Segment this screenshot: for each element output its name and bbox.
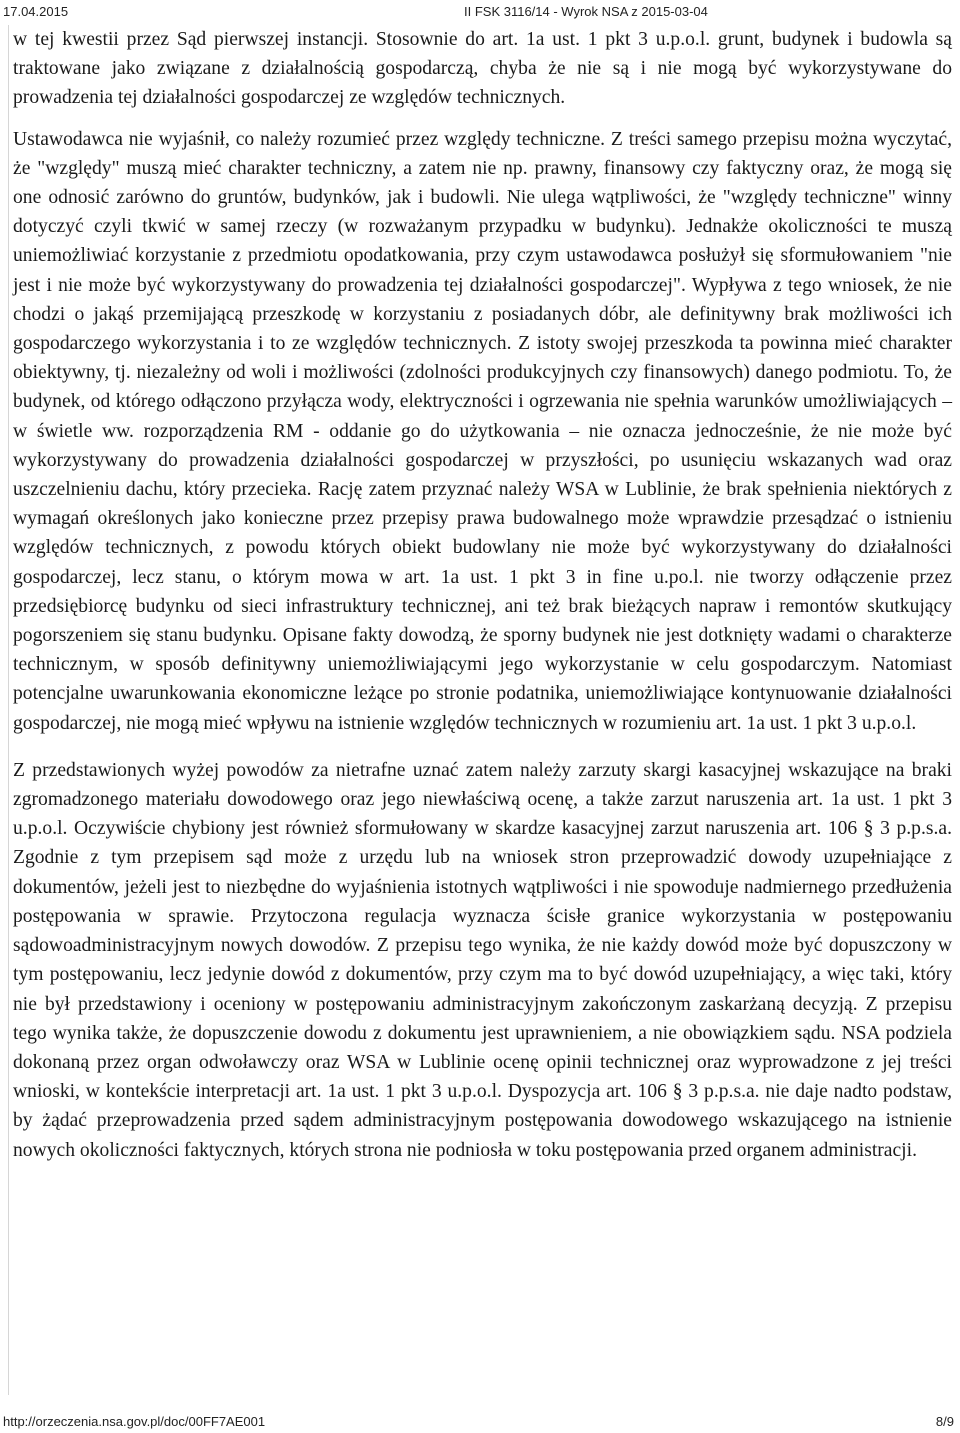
document-title: II FSK 3116/14 - Wyrok NSA z 2015-03-04 xyxy=(464,4,708,19)
source-url: http://orzeczenia.nsa.gov.pl/doc/00FF7AE001 xyxy=(3,1414,266,1429)
print-date: 17.04.2015 xyxy=(3,4,69,19)
print-header xyxy=(0,0,960,22)
print-footer xyxy=(0,1412,960,1430)
judgment-text xyxy=(8,25,952,1395)
paragraph-technical-reasons-analysis: Ustawodawca nie wyjaśnił, co należy rozumieć przez względy techniczne. Z treści samego przepisu można wyczytać, że "względy" muszą mieć charakter techniczny, a zatem nie np. prawny, finansowy czy faktyczny oraz, że mogą się one odnosić zarówno do gruntów, budynków, jak i budowli. Nie ulega wątpliwości, że "względy techniczne" winny dotyczyć czyli tkwić w samej rzeczy (w rozważanym przypadku w budynku). Jednakże okoliczności te muszą uniemożliwiać korzystanie z przedmiotu opodatkowania, przy czym ustawodawca posłużył się sformułowaniem "nie jest i nie może być wykorzystywany do prowadzenia tej działalności gospodarczej". Wypływa z tego wniosek, że nie chodzi o jakąś przemijającą przeszkodę w korzystaniu z posiadanych dóbr, ale definitywny brak możliwości ich gospodarczego wykorzystania i to ze względów technicznych. Z istoty swojej przeszkoda ta powinna mieć charakter obiektywny, tj. niezależny od woli i możliwości (zdolności produkcyjnych czy finansowych) danego podmiotu. To, że budynek, od którego odłączono przyłącza wody, elektryczności i ogrzewania nie spełnia warunków umożliwiających – w świetle ww. rozporządzenia RM - oddanie go do użytkowania – nie oznacza jednocześnie, że nie może być wykorzystywany do prowadzenia działalności gospodarczej w przyszłości, po usunięciu wskazanych wad oraz uszczelnieniu dachu, który przecieka. Rację zatem przyznać należy WSA w Lublinie, że brak spełnienia niektórych z wymagań określonych jako konieczne przez przepisy prawa budowalnego może wprawdzie przesądzać o istnieniu względów technicznych, z powodu których obiekt budowlany nie może być wykorzystywany do działalności gospodarczej, lecz stanu, o którym mowa w art. 1a ust. 1 pkt 3 in fine u.po.l. nie tworzy odłączenie przez przedsiębiorcę budynku od sieci infrastruktury technicznej, ani też brak bieżących napraw i remontów skutkujący pogorszeniem się stanu budynku. Opisane fakty dowodzą, że sporny budynek nie jest dotknięty wadami o charakterze technicznym, w sposób definitywny uniemożliwiającymi jego wykorzystanie w celu gospodarczym. Natomiast potencjalne uwarunkowania ekonomiczne leżące po stronie podatnika, uniemożliwiające kontynuowanie działalności gospodarczej, nie mogą mieć wpływu na istnienie względów technicznych w rozumieniu art. 1a ust. 1 pkt 3 u.p.o.l. xyxy=(13,128,952,734)
paragraph-technical-reasons-intro: w tej kwestii przez Sąd pierwszej instancji. Stosownie do art. 1a ust. 1 pkt 3 u.p.o.l. grunt, budynek i budowla są traktowane jako związane z działalnością gospodarczą, chyba że nie są i nie mogą być wykorzystywane do prowadzenia tej działalności gospodarczej ze względów technicznych. xyxy=(13,29,952,109)
page-number: 8/9 xyxy=(935,1414,954,1429)
paragraph-cassation-charges: Z przedstawionych wyżej powodów za nietrafne uznać zatem należy zarzuty skargi kasacyjnej wskazujące na braki zgromadzonego materiału dowodowego oraz jego niewłaściwą ocenę, a także zarzut naruszenia art. 1a ust. 1 pkt 3 u.p.o.l. Oczywiście chybiony jest również sformułowany w skardze kasacyjnej zarzut naruszenia art. 106 § 3 p.p.s.a. Zgodnie z tym przepisem sąd może z urzędu lub na wniosek stron przeprowadzić dowody uzupełniające z dokumentów, jeżeli jest to niezbędne do wyjaśnienia istotnych wątpliwości i nie spowoduje nadmiernego przedłużenia postępowania w sprawie. Przytoczona regulacja wyznacza ścisłe granice wykorzystania w postępowaniu sądowoadministracyjnym nowych dowodów. Z przepisu tego wynika, że nie każdy dowód może być dopuszczony w tym postępowaniu, lecz jedynie dowód z dokumentów, przy czym ma to być dowód uzupełniający, a więc taki, który nie był przedstawiony i oceniony w postępowaniu administracyjnym zakończonym zaskarżaną decyzją. Z przepisu tego wynika także, że dopuszczenie dowodu z dokumentu jest uprawnieniem, a nie obowiązkiem sądu. NSA podziela dokonaną przez organ odwoławczy oraz WSA w Lublinie ocenę opinii technicznej oraz wyprowadzone z jej treści wnioski, w kontekście interpretacji art. 1a ust. 1 pkt 3 u.p.o.l. Dyspozycja art. 106 § 3 p.p.s.a. nie daje nadto podstaw, by żądać przeprowadzenia przed sądem administracyjnym postępowania dowodowego wskazującego na istnienie nowych okoliczności faktycznych, których strona nie podniosła w toku postępowania przed organem administracji. xyxy=(13,759,952,1161)
